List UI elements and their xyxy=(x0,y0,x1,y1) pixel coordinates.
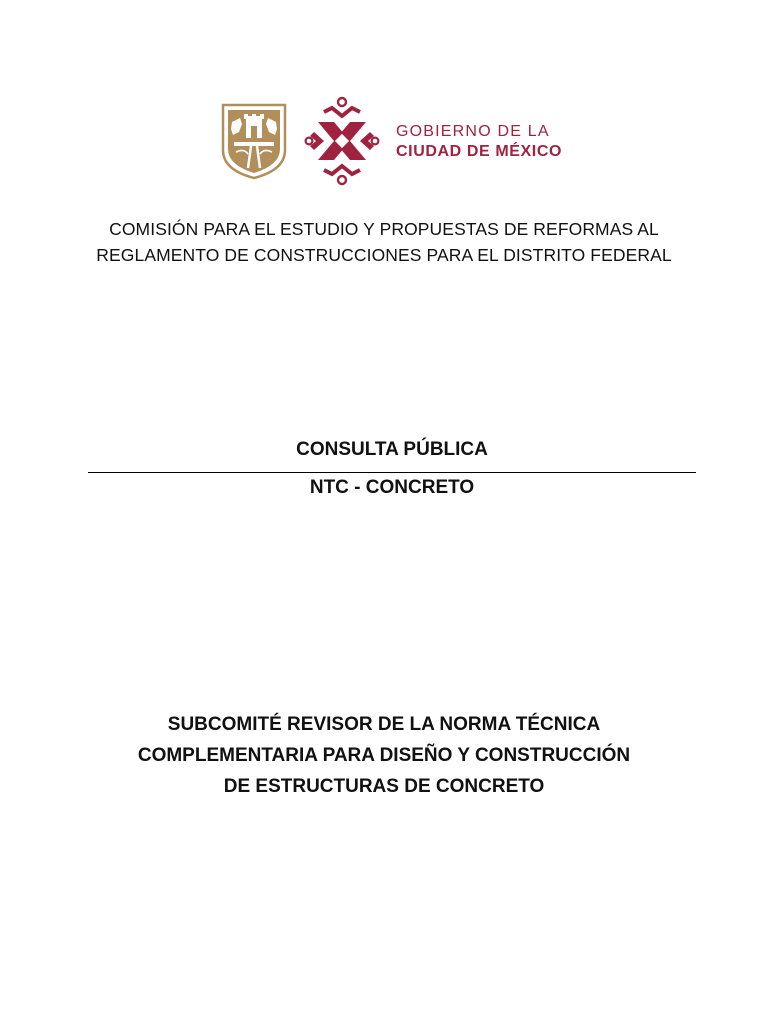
header-logos xyxy=(220,96,563,186)
government-name-line1: GOBIERNO DE LA xyxy=(396,123,550,140)
consultation-subtitle: NTC - CONCRETO xyxy=(309,477,475,498)
commission-line1: COMISIÓN PARA EL ESTUDIO Y PROPUESTAS DE REFORMAS AL xyxy=(109,219,659,239)
commission-title xyxy=(40,216,728,268)
subcommittee-line2: COMPLEMENTARIA PARA DISEÑO Y CONSTRUCCIÓN xyxy=(137,745,631,766)
commission-line2: REGLAMENTO DE CONSTRUCCIONES PARA EL DISTRITO FEDERAL xyxy=(96,245,672,265)
cdmx-coat-of-arms-icon xyxy=(220,102,288,180)
subcommittee-line1: SUBCOMITÉ REVISOR DE LA NORMA TÉCNICA xyxy=(167,714,601,735)
subcommittee-line3: DE ESTRUCTURAS DE CONCRETO xyxy=(223,776,545,797)
cdmx-emblem-icon xyxy=(304,96,380,186)
consultation-title: CONSULTA PÚBLICA xyxy=(296,439,488,460)
title-divider xyxy=(88,472,696,473)
government-name xyxy=(396,122,562,162)
subcommittee-title xyxy=(60,709,708,802)
government-name-line2: CIUDAD DE MÉXICO xyxy=(396,143,563,160)
